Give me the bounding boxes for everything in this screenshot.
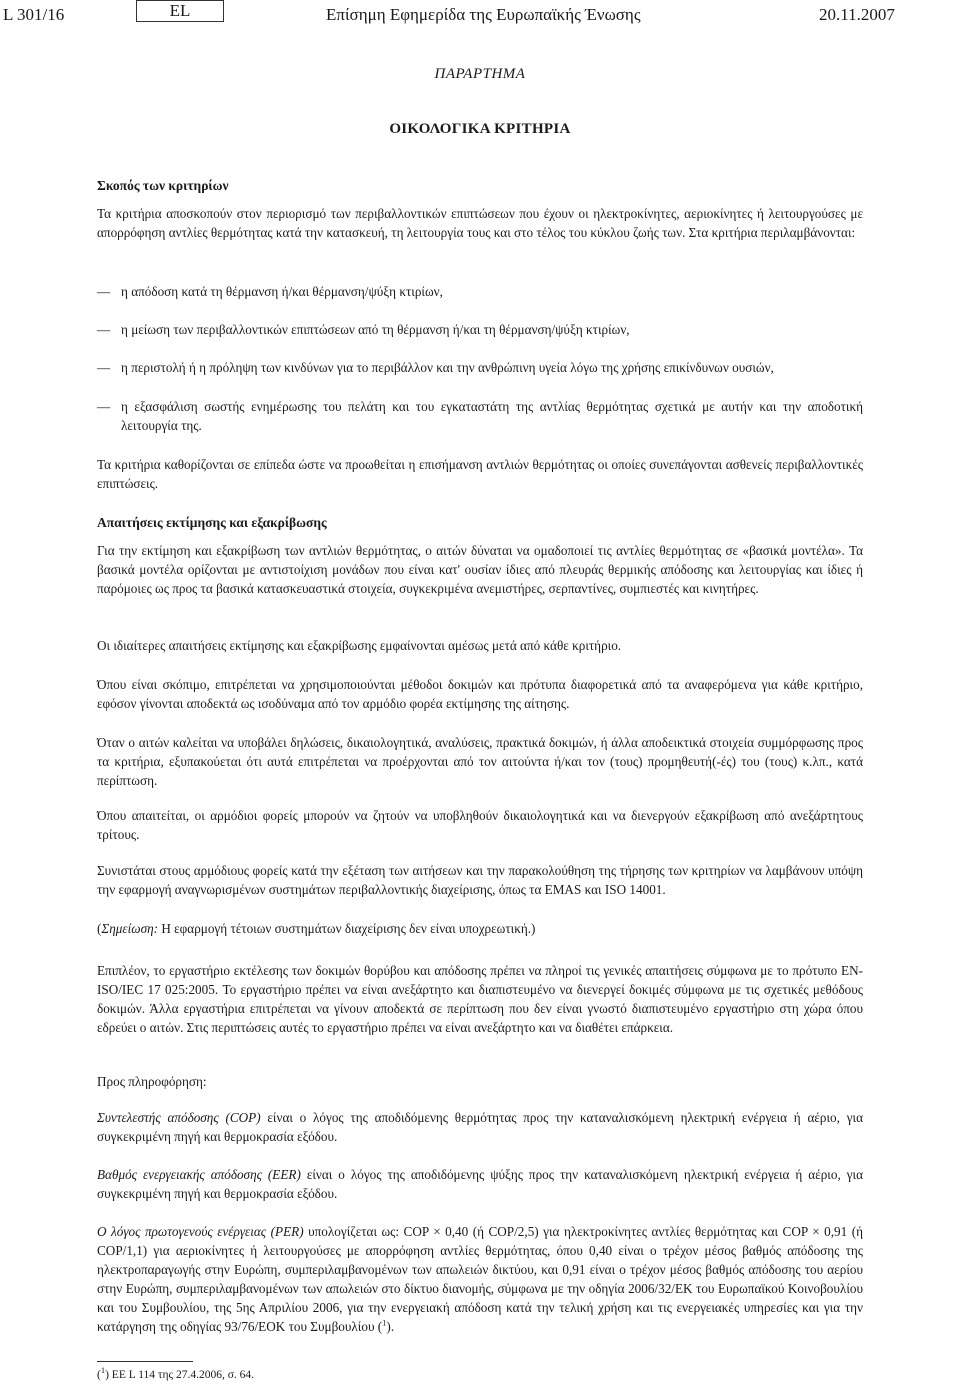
bullet-dash: — bbox=[97, 322, 111, 337]
bullet-item-performance: η απόδοση κατά τη θέρμανση ή/και θέρμανση/ψύξη κτιρίων, bbox=[121, 284, 443, 299]
footnote: ($^1$) ΕΕ L 114 της 27.4.2006, σ. 64. bbox=[97, 1365, 255, 1381]
purpose-intro-paragraph: Τα κριτήρια αποσκοπούν στον περιορισμό των περιβαλλοντικών επιπτώσεων που έχουν οι ηλεκτροκίνητες, αεριοκίνητες ή λειτουργούσες με απορρόφηση αντλίες θερμότητας κατά την κατασκευή, τη λειτουργία τους και στο τέλος του κύκλου ζωής των. Στα κριτήρια περιλαμβάνονται: bbox=[97, 206, 863, 240]
annex-title: ΠΑΡΑΡΤΗΜΑ bbox=[434, 66, 526, 82]
per-definition-paragraph: Ο λόγος πρωτογενούς ενέργειας (PER) υπολογίζεται ως: COP × 0,40 (ή COP/2,5) για ηλεκτροκίνητες αντλίες θερμότητας και COP × 0,91 (ή COP/1,1) για αεριοκίνητες ή λειτουργούσες με απορρόφηση αντλίες θερμότητας, όπου 0,40 είναι ο τρέχον μέσος βαθμός απόδοσης της ηλεκτροπαραγωγής στην Ευρώπη, συμπεριλαμβανομένων των απωλειών δικτύου, και 0,91 είναι ο τρέχον μέσος βαθμός απόδοσης του αερίου στην Ευρώπη, συμπεριλαμβανομένων των απωλειών στο δίκτυο διανομής, σύμφωνα με την οδηγία 2006/32/ΕΚ του Ευρωπαϊκού Κοινοβουλίου και του Συμβουλίου, της 5ης Απριλίου 2006, για την ενεργειακή απόδοση κατά την τελική χρήση και τις ενεργειακές υπηρεσίες και για την κατάργηση της οδηγίας 93/76/ΕΟΚ του Συμβουλίου ($^1$). bbox=[97, 1224, 863, 1334]
journal-title: Επίσημη Εφημερίδα της Ευρωπαϊκής Ένωσης bbox=[326, 5, 641, 24]
page-reference: L 301/16 bbox=[3, 5, 65, 24]
footnote-number: 1 bbox=[100, 1365, 106, 1376]
note-label: Σημείωση: bbox=[101, 921, 159, 936]
eco-criteria-title: ΟΙΚΟΛΟΓΙΚΑ ΚΡΙΤΗΡΙΑ bbox=[389, 121, 571, 137]
bullet-dash: — bbox=[97, 399, 111, 414]
bullet-item-information: η εξασφάλιση σωστής ενημέρωσης του πελάτη και του εγκαταστάτη της αντλίας θερμότητας σχετικά με αυτήν και την αποδοτική λειτουργία της. bbox=[121, 399, 863, 433]
environmental-management-paragraph: Συνιστάται στους αρμόδιους φορείς κατά την εξέταση των αιτήσεων και την παρακολούθηση της τήρησης των κριτηρίων να λαμβάνουν υπόψη την εφαρμογή αναγνωρισμένων συστημάτων περιβαλλοντικής διαχείρισης, όπως τα EMAS και ISO 14001. bbox=[97, 863, 863, 897]
bullet-item-impact: η μείωση των περιβαλλοντικών επιπτώσεων από τη θέρμανση ή/και τη θέρμανση/ψύξη κτιρίων, bbox=[121, 322, 630, 337]
cop-definition-paragraph: Συντελεστής απόδοσης (COP) είναι ο λόγος της αποδιδόμενης θερμότητας προς την καταναλισκόμενη ηλεκτρική ενέργεια ή αέριο, για συγκεκριμένη πηγή και θερμοκρασία εξόδου. bbox=[97, 1110, 863, 1144]
footnote-divider bbox=[97, 1361, 193, 1362]
specific-requirements-paragraph: Οι ιδιαίτερες απαιτήσεις εκτίμησης και εξακρίβωσης εμφαίνονται αμέσως μετά από κάθε κριτήριο. bbox=[97, 638, 622, 653]
bullet-item-hazards: η περιστολή ή η πρόληψη των κινδύνων για το περιβάλλον και την ανθρώπινη υγεία λόγω της χρήσης επικίνδυνων ουσιών, bbox=[121, 360, 774, 375]
bullet-dash: — bbox=[97, 284, 111, 299]
eer-definition-paragraph: Βαθμός ενεργειακής απόδοσης (EER) είναι ο λόγος της αποδιδόμενης ψύξης προς την καταναλισκόμενη ηλεκτρική ενέργεια ή αέριο, για συγκεκριμένη πηγή και θερμοκρασία εξόδου. bbox=[97, 1167, 863, 1201]
laboratory-paragraph: Επιπλέον, το εργαστήριο εκτέλεσης των δοκιμών θορύβου και απόδοσης πρέπει να πληροί τις γενικές απαιτήσεις σύμφωνα με το πρότυπο EN-ISO/IEC 17 025:2005. Το εργαστήριο πρέπει να είναι ανεξάρτητο και διαπιστευμένο να διενεργεί δοκιμές σύμφωνα με τις σχετικές μεθόδους δοκιμών. Άλλα εργαστήρια επιτρέπεται να γίνουν αποδεκτά σε περίπτωση που δεν είναι γνωστό διαπιστευμένο εργαστήριο στη χώρα όπου εδρεύει ο αιτών. Στις περιπτώσεις αυτές το εργαστήριο πρέπει να είναι ανεξάρτητο και να διαθέτει επάρκεια. bbox=[97, 963, 863, 1035]
declarations-paragraph: Όταν ο αιτών καλείται να υποβάλει δηλώσεις, δικαιολογητικά, αναλύσεις, πρακτικά δοκιμών, ή άλλα αποδεικτικά στοιχεία συμμόρφωσης προς τα κριτήρια, εξυπακούεται ότι αυτά επιτρέπεται να προέρχονται από τον αιτούντα ή/και τον (τους) προμηθευτή(-ές) του (τους) κ.λπ., κατά περίπτωση. bbox=[97, 735, 863, 788]
per-term: Ο λόγος πρωτογενούς ενέργειας (PER) bbox=[97, 1224, 304, 1239]
bullet-dash: — bbox=[97, 360, 111, 375]
footnote-reference: 1 bbox=[382, 1317, 387, 1328]
basic-models-paragraph: Για την εκτίμηση και εξακρίβωση των αντλιών θερμότητας, ο αιτών δύναται να ομαδοποιεί τις αντλίες θερμότητας σε «βασικά μοντέλα». Τα βασικά μοντέλα ορίζονται με αντιστοίχιση μονάδων που είναι κατ' ουσίαν ίδιες από πλευράς θερμικής απόδοσης και λειτουργίας και ίδιες ή παρόμοιες ως προς τα βασικά κατασκευαστικά στοιχεία, συγκεκριμένα ανεμιστήρες, σερπαντίνες, συμπιεστές και κινητήρες. bbox=[97, 543, 863, 596]
language-code-box: EL bbox=[136, 0, 224, 22]
cop-term: Συντελεστής απόδοσης (COP) bbox=[97, 1110, 261, 1125]
verification-paragraph: Όπου απαιτείται, οι αρμόδιοι φορείς μπορούν να ζητούν να υποβληθούν δικαιολογητικά και να διενεργούν εξακρίβωση από ανεξάρτητους τρίτους. bbox=[97, 808, 863, 842]
note-paragraph: (Σημείωση: Η εφαρμογή τέτοιων συστημάτων διαχείρισης δεν είναι υποχρεωτική.) bbox=[97, 921, 536, 936]
section-heading-assessment: Απαιτήσεις εκτίμησης και εξακρίβωσης bbox=[97, 515, 327, 530]
publication-date: 20.11.2007 bbox=[819, 5, 895, 24]
test-methods-paragraph: Όπου είναι σκόπιμο, επιτρέπεται να χρησιμοποιούνται μέθοδοι δοκιμών και πρότυπα διαφορετικά από τα αναφερόμενα για κάθε κριτήριο, εφόσον γίνονται αποδεκτά ως ισοδύναμα από τον αρμόδιο φορέα εκτίμησης της αίτησης. bbox=[97, 677, 863, 711]
journal-header bbox=[0, 0, 960, 26]
section-heading-purpose: Σκοπός των κριτηρίων bbox=[97, 178, 229, 193]
purpose-closing-paragraph: Τα κριτήρια καθορίζονται σε επίπεδα ώστε να προωθείται η επισήμανση αντλιών θερμότητας οι οποίες συνεπάγονται ασθενείς περιβαλλοντικές επιπτώσεις. bbox=[97, 457, 863, 491]
for-information-label: Προς πληροφόρηση: bbox=[97, 1074, 207, 1089]
eer-term: Βαθμός ενεργειακής απόδοσης (EER) bbox=[97, 1167, 301, 1182]
